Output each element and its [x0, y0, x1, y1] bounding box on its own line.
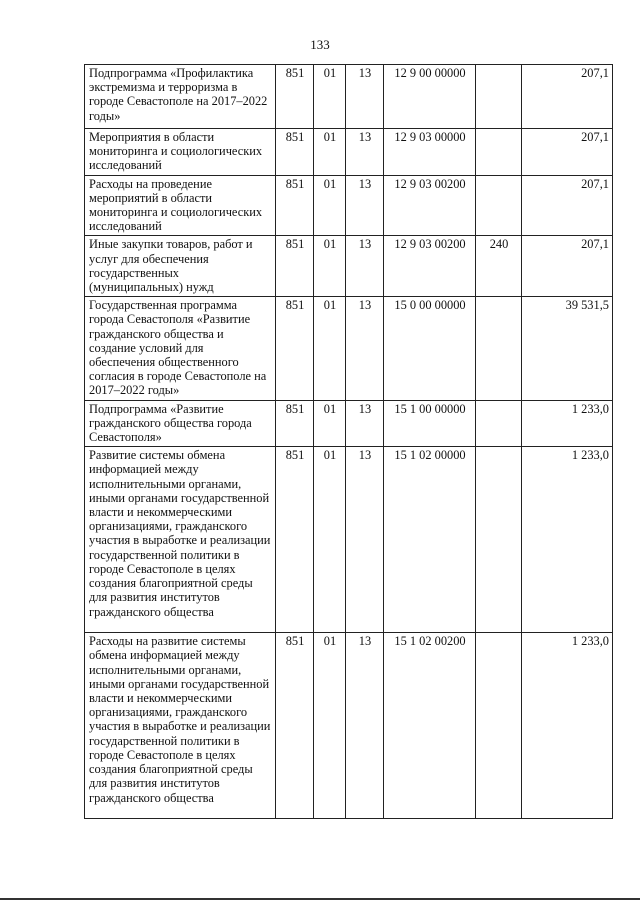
cell-ministry-code: 851: [276, 175, 314, 236]
cell-expense-type: 240: [476, 236, 522, 297]
cell-name: Расходы на развитие системы обмена информацией между исполнительными органами, иными органами государственной власти и некоммерческими организациями, гражданского участия в выработке и реализации государственной политики в городе Севастополе в целях создания благоприятной среды для развития институтов гражданского общества: [85, 633, 276, 819]
cell-subsection-code: 13: [346, 175, 384, 236]
cell-subsection-code: 13: [346, 297, 384, 400]
cell-name: Иные закупки товаров, работ и услуг для обеспечения государственных (муниципальных) нужд: [85, 236, 276, 297]
cell-expense-type: [476, 400, 522, 447]
cell-ministry-code: 851: [276, 400, 314, 447]
cell-name: Государственная программа города Севастополя «Развитие гражданского общества и создание условий для обеспечения общественного согласия в городе Севастополе на 2017–2022 годы»: [85, 297, 276, 400]
cell-name: Расходы на проведение мероприятий в области мониторинга и социологических исследований: [85, 175, 276, 236]
cell-subsection-code: 13: [346, 633, 384, 819]
table-row: [85, 175, 613, 236]
page-number: 133: [310, 37, 330, 52]
cell-ministry-code: 851: [276, 129, 314, 176]
cell-amount: 1 233,0: [522, 447, 613, 633]
cell-expense-type: [476, 633, 522, 819]
cell-subsection-code: 13: [346, 236, 384, 297]
cell-expense-type: [476, 129, 522, 176]
cell-target-article: 15 1 02 00000: [384, 447, 476, 633]
cell-target-article: 12 9 00 00000: [384, 65, 476, 129]
cell-name: Подпрограмма «Развитие гражданского общества города Севастополя»: [85, 400, 276, 447]
cell-expense-type: [476, 65, 522, 129]
table-row: [85, 447, 613, 633]
cell-target-article: 12 9 03 00200: [384, 236, 476, 297]
cell-section-code: 01: [314, 175, 346, 236]
cell-subsection-code: 13: [346, 400, 384, 447]
cell-amount: 207,1: [522, 236, 613, 297]
cell-section-code: 01: [314, 633, 346, 819]
cell-expense-type: [476, 175, 522, 236]
table-row: [85, 633, 613, 819]
cell-subsection-code: 13: [346, 129, 384, 176]
cell-target-article: 12 9 03 00000: [384, 129, 476, 176]
cell-ministry-code: 851: [276, 65, 314, 129]
cell-amount: 1 233,0: [522, 633, 613, 819]
cell-amount: 1 233,0: [522, 400, 613, 447]
table-row: [85, 236, 613, 297]
bottom-rule: [0, 898, 640, 900]
cell-name: Подпрограмма «Профилактика экстремизма и терроризма в городе Севастополе на 2017–2022 годы»: [85, 65, 276, 129]
cell-amount: 207,1: [522, 175, 613, 236]
table-row: [85, 129, 613, 176]
cell-section-code: 01: [314, 297, 346, 400]
cell-section-code: 01: [314, 400, 346, 447]
cell-ministry-code: 851: [276, 633, 314, 819]
cell-subsection-code: 13: [346, 447, 384, 633]
cell-section-code: 01: [314, 447, 346, 633]
cell-section-code: 01: [314, 65, 346, 129]
budget-table: [84, 64, 613, 819]
cell-amount: 207,1: [522, 65, 613, 129]
cell-amount: 207,1: [522, 129, 613, 176]
table-body: [85, 65, 613, 819]
cell-expense-type: [476, 297, 522, 400]
cell-target-article: 12 9 03 00200: [384, 175, 476, 236]
cell-target-article: 15 1 02 00200: [384, 633, 476, 819]
cell-target-article: 15 1 00 00000: [384, 400, 476, 447]
cell-amount: 39 531,5: [522, 297, 613, 400]
table-row: [85, 297, 613, 400]
cell-ministry-code: 851: [276, 447, 314, 633]
table-row: [85, 400, 613, 447]
cell-name: Мероприятия в области мониторинга и социологических исследований: [85, 129, 276, 176]
cell-ministry-code: 851: [276, 297, 314, 400]
table-row: [85, 65, 613, 129]
cell-name: Развитие системы обмена информацией между исполнительными органами, иными органами государственной власти и некоммерческими организациями, гражданского участия в выработке и реализации государственной политики в городе Севастополе в целях создания благоприятной среды для развития институтов гражданского общества: [85, 447, 276, 633]
cell-target-article: 15 0 00 00000: [384, 297, 476, 400]
cell-section-code: 01: [314, 129, 346, 176]
cell-section-code: 01: [314, 236, 346, 297]
cell-subsection-code: 13: [346, 65, 384, 129]
cell-expense-type: [476, 447, 522, 633]
cell-ministry-code: 851: [276, 236, 314, 297]
